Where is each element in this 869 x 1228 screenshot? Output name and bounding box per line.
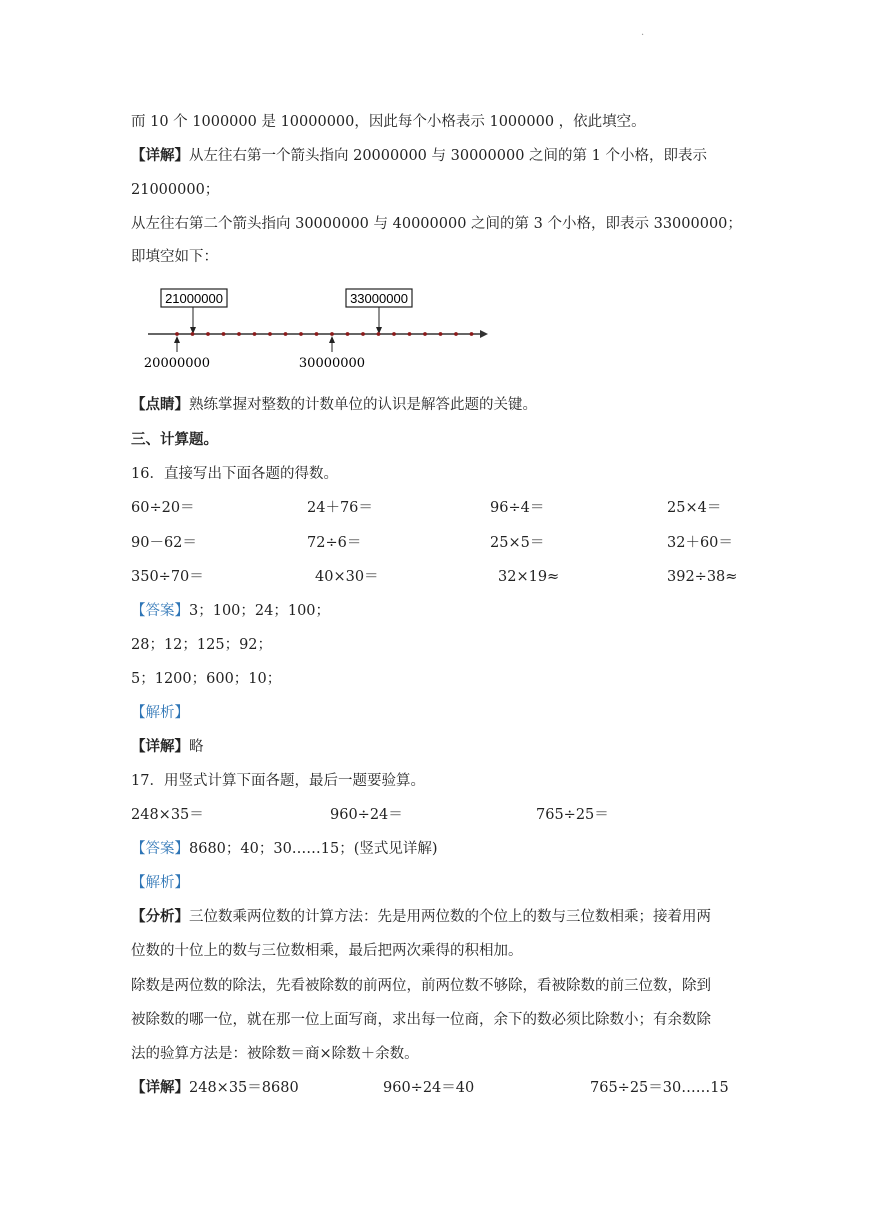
tick-dot: [470, 332, 474, 336]
q16-r2c1: 90－62＝: [131, 535, 197, 551]
tick-dot: [423, 332, 427, 336]
explanation-paragraph: 而 10 个 1000000 是 10000000，因此每个小格表示 1000000 ，依此填空。: [131, 114, 646, 130]
q17-answer-tag: 【答案】: [131, 841, 189, 857]
answer-box-1-label: 21000000: [165, 291, 223, 306]
page-marker-dot: ·: [641, 30, 645, 41]
q16-r3c1: 350÷70＝: [131, 569, 204, 585]
detail-b-line: 从左往右第二个箭头指向 30000000 与 40000000 之间的第 3 个小格，即表示 33000000；: [131, 216, 742, 232]
tick-dot: [191, 332, 195, 336]
tick-dot: [299, 332, 303, 336]
q17-analysis-head-tag: 【分析】: [131, 908, 189, 925]
q17-detail-result-3: 765÷25＝30……15: [590, 1080, 729, 1096]
tick-dot: [361, 332, 365, 336]
label-2-pointer-head: [329, 336, 335, 343]
q17-analysis-text-4: 被除数的哪一位，就在那一位上面写商，求出每一位商，余下的数必须比除数小；有余数除: [131, 1012, 711, 1028]
q16-r1c1: 60÷20＝: [131, 500, 195, 516]
q17-answer-line: [131, 839, 438, 859]
q16-answer-2: 28；12；125；92；: [131, 637, 273, 653]
q16-r1c2: 24＋76＝: [307, 500, 373, 516]
tick-dot: [284, 332, 288, 336]
q16-r3c3: 32×19≈: [498, 569, 560, 585]
answer-box-2-label: 33000000: [350, 291, 408, 306]
tick-dot: [315, 332, 319, 336]
detail-tag: 【详解】: [131, 147, 189, 164]
q16-answer-line-1: [131, 601, 330, 621]
q16-detail-line: [131, 737, 204, 757]
q16-detail-text: 略: [189, 739, 204, 755]
q17-problem-1: 248×35＝: [131, 807, 204, 823]
tick-dot: [268, 332, 272, 336]
q17-analysis-tag: 【解析】: [131, 875, 189, 891]
tick-dot: [206, 332, 210, 336]
q16-analysis-tag: 【解析】: [131, 705, 189, 721]
fill-intro: 即填空如下：: [131, 249, 218, 265]
q17-analysis-text-2: 位数的十位上的数与三位数相乘，最后把两次乘得的积相加。: [131, 943, 523, 959]
q17-analysis-text-5: 法的验算方法是：被除数＝商×除数＋余数。: [131, 1046, 419, 1062]
q16-answer-3: 5；1200；600；10；: [131, 671, 282, 687]
q17-title: 17．用竖式计算下面各题，最后一题要验算。: [131, 773, 425, 789]
tick-dot: [330, 332, 334, 336]
detail-a-text: 从左往右第一个箭头指向 20000000 与 30000000 之间的第 1 个小格，即表示: [189, 148, 707, 164]
q16-r1c3: 96÷4＝: [490, 500, 545, 516]
q16-r2c3: 25×5＝: [490, 535, 545, 551]
q17-analysis-text-1: 三位数乘两位数的计算方法：先是用两位数的个位上的数与三位数相乘；接着用两: [189, 909, 711, 925]
q17-analysis-line-1: [131, 907, 711, 927]
q16-answer-1: 3；100；24；100；: [189, 603, 331, 619]
q17-detail-result-2: 960÷24＝40: [383, 1080, 475, 1096]
q16-title: 16．直接写出下面各题的得数。: [131, 466, 338, 482]
tick-dot: [377, 332, 381, 336]
q16-answer-tag: 【答案】: [131, 603, 189, 619]
axis-label-1: 20000000: [143, 356, 211, 371]
tick-dot: [439, 332, 443, 336]
q16-r3c2: 40×30＝: [315, 569, 379, 585]
q17-detail-line: [131, 1078, 299, 1098]
q16-r1c4: 25×4＝: [667, 500, 722, 516]
number-line-figure: [140, 282, 500, 382]
tip-tag: 【点睛】: [131, 396, 189, 413]
q17-detail-tag: 【详解】: [131, 1079, 189, 1096]
tip-line: [131, 395, 537, 415]
q16-detail-tag: 【详解】: [131, 738, 189, 755]
axis-label-2: 30000000: [298, 356, 366, 371]
q16-r3c4: 392÷38≈: [667, 569, 738, 585]
tick-dot: [253, 332, 257, 336]
q16-r2c4: 32＋60＝: [667, 535, 733, 551]
tick-dot: [346, 332, 350, 336]
detail-a-continuation: 21000000；: [131, 182, 220, 198]
tip-text: 熟练掌握对整数的计数单位的认识是解答此题的关键。: [189, 397, 537, 413]
label-1-pointer-head: [174, 336, 180, 343]
section-title: 三、计算题。: [131, 431, 218, 448]
q17-detail-result-1: 248×35＝8680: [189, 1080, 299, 1096]
tick-dot: [222, 332, 226, 336]
axis-arrowhead: [480, 330, 488, 338]
tick-dot: [408, 332, 412, 336]
q17-analysis-text-3: 除数是两位数的除法，先看被除数的前两位，前两位数不够除，看被除数的前三位数，除到: [131, 978, 711, 994]
tick-dot: [454, 332, 458, 336]
tick-dot: [175, 332, 179, 336]
q17-problem-2: 960÷24＝: [330, 807, 403, 823]
q16-r2c2: 72÷6＝: [307, 535, 362, 551]
q17-answer-text: 8680；40；30……15；(竖式见详解): [189, 841, 438, 857]
q17-problem-3: 765÷25＝: [536, 807, 609, 823]
detail-a-line: [131, 146, 707, 166]
tick-dot: [237, 332, 241, 336]
tick-dot: [392, 332, 396, 336]
